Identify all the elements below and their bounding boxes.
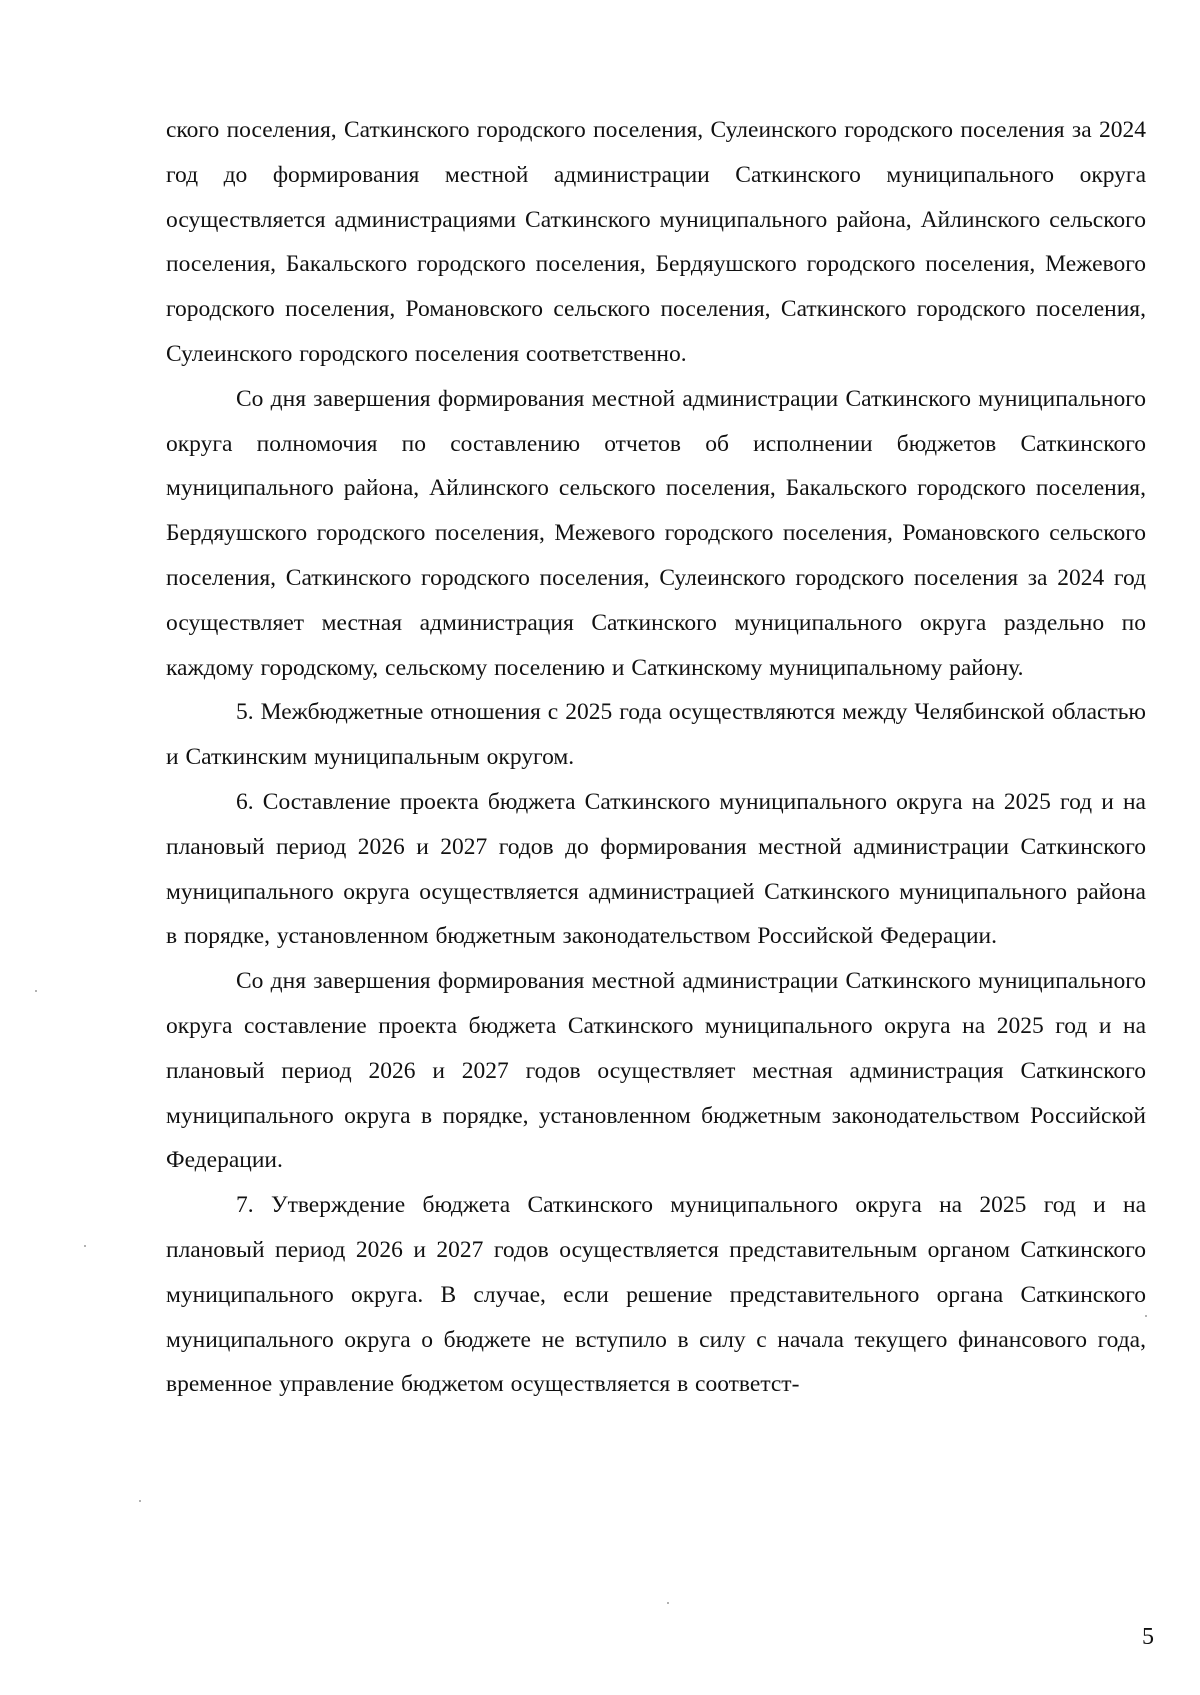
paragraph-item-7: 7. Утверждение бюджета Саткинского муниципального округа на 2025 год и на плановый период 2026 и 2027 годов осуществляется представительным органом Саткинского муниципального округа. В случае, если решение представительного органа Саткинского муниципального округа о бюджете не вступило в силу с начала текущего финансового года, временное управление бюджетом осуществляется в соответст- — [166, 1192, 1146, 1398]
scan-speck — [1145, 1315, 1147, 1317]
scan-speck — [667, 1602, 669, 1604]
scan-speck — [139, 1500, 141, 1502]
paragraph-continuation: ского поселения, Саткинского городского поселения, Сулеинского городского поселения за 2024 год до формирования местной администрации Саткинского муниципального округа осуществляется администрациями Саткинского муниципального района, Айлинского сельского поселения, Бакальского городского поселения, Бердяушского городского поселения, Межевого городского поселения, Романовского сельского поселения, Саткинского городского поселения, Сулеинского городского поселения соответственно. — [166, 117, 1146, 367]
document-body — [166, 108, 1146, 1407]
scan-speck — [84, 1245, 86, 1247]
paragraph-item-6: 6. Составление проекта бюджета Саткинского муниципального округа на 2025 год и на плановый период 2026 и 2027 годов до формирования местной администрации Саткинского муниципального округа осуществляется администрацией Саткинского муниципального района в порядке, установленном бюджетным законодательством Российской Федерации. — [166, 788, 1146, 950]
page-number: 5 — [1142, 1624, 1154, 1650]
paragraph-item-5: 5. Межбюджетные отношения с 2025 года осуществляются между Челябинской областью и Саткинским муниципальным округом. — [166, 699, 1146, 771]
paragraph-item-6-after-formation: Со дня завершения формирования местной администрации Саткинского муниципального округа составление проекта бюджета Саткинского муниципального округа на 2025 год и на плановый период 2026 и 2027 годов осуществляет местная администрация Саткинского муниципального округа в порядке, установленном бюджетным законодательством Российской Федерации. — [166, 968, 1146, 1174]
paragraph-reporting-after-formation: Со дня завершения формирования местной администрации Саткинского муниципального округа полномочия по составлению отчетов об исполнении бюджетов Саткинского муниципального района, Айлинского сельского поселения, Бакальского городского поселения, Бердяушского городского поселения, Межевого городского поселения, Романовского сельского поселения, Саткинского городского поселения, Сулеинского городского поселения за 2024 год осуществляет местная администрация Саткинского муниципального округа раздельно по каждому городскому, сельскому поселению и Саткинскому муниципальному району. — [166, 385, 1146, 681]
scan-speck — [35, 990, 37, 992]
